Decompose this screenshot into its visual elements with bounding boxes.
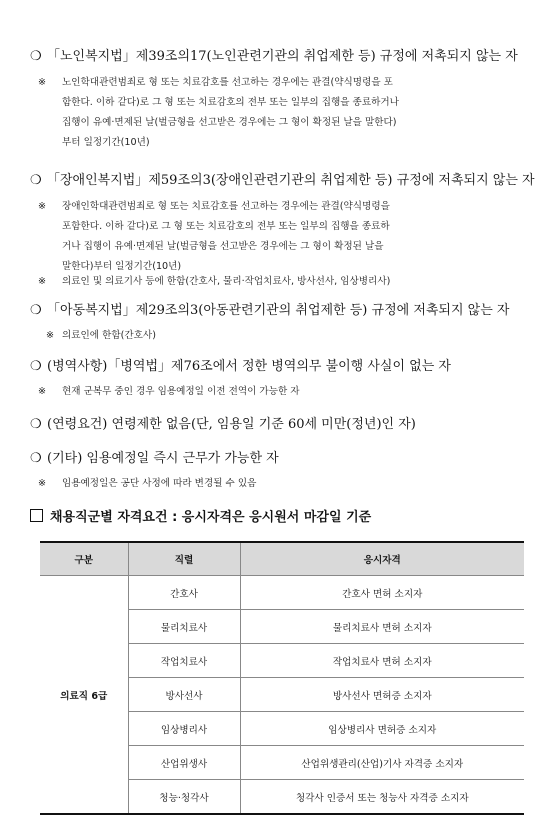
requirement-item-other xyxy=(30,448,537,470)
square-bullet-icon xyxy=(30,509,43,522)
requirement-item-child-welfare xyxy=(30,300,537,322)
note-elderly-abuse xyxy=(38,73,533,157)
requirement-text: (기타) 임용예정일 즉시 근무가 가능한 자 xyxy=(47,451,279,466)
note-line: 부터 일정기간(10년) xyxy=(62,137,150,148)
qualification-cell: 방사선사 면허증 소지자 xyxy=(240,678,524,712)
note-line: 현재 군복무 중인 경우 임용예정일 이전 전역이 가능한 자 xyxy=(62,386,300,397)
qualification-cell: 물리치료사 면허 소지자 xyxy=(240,610,524,644)
header-category: 구분 xyxy=(40,542,128,576)
group-cell: 의료직 6급 xyxy=(40,576,128,815)
section-heading xyxy=(30,506,371,525)
qualification-cell: 청각사 인증서 또는 청능사 자격증 소지자 xyxy=(240,780,524,815)
note-medical-staff xyxy=(38,272,533,294)
requirement-text: 「장애인복지법」제59조의3(장애인관련기관의 취업제한 등) 규정에 저촉되지 않는 자 xyxy=(47,173,535,188)
note-line: 의료인에 한함(간호사) xyxy=(62,330,156,341)
requirement-item-military xyxy=(30,356,537,378)
job-series-cell: 작업치료사 xyxy=(128,644,240,678)
requirement-text: 「아동복지법」제29조의3(아동관련기관의 취업제한 등) 규정에 저촉되지 않는 자 xyxy=(47,303,510,318)
requirement-item-age xyxy=(30,414,537,436)
note-line: 포함한다. 이하 같다)로 그 형 또는 치료감호의 전부 또는 일부의 집행을 종료하 xyxy=(62,221,390,232)
note-mark-icon: ※ xyxy=(46,330,55,341)
job-series-cell: 간호사 xyxy=(128,576,240,610)
table-header-row xyxy=(40,542,524,576)
note-mark-icon: ※ xyxy=(38,77,47,88)
qualification-cell: 작업치료사 면허 소지자 xyxy=(240,644,524,678)
job-series-cell: 임상병리사 xyxy=(128,712,240,746)
qualification-table xyxy=(40,541,524,815)
requirement-text: 「노인복지법」제39조의17(노인관련기관의 취업제한 등) 규정에 저촉되지 않는 자 xyxy=(47,49,518,64)
requirement-item-elderly-welfare xyxy=(30,46,537,68)
note-line: 말한다)부터 일정기간(10년) xyxy=(62,261,182,272)
note-line: 함한다. 이하 같다)로 그 형 또는 치료감호의 전부 또는 일부의 집행을 종료하거나 xyxy=(62,97,399,108)
job-series-cell: 방사선사 xyxy=(128,678,240,712)
circle-bullet-icon: ❍ xyxy=(30,451,42,466)
note-military-discharge xyxy=(38,382,533,404)
job-series-cell: 청능·청각사 xyxy=(128,780,240,815)
qualification-cell: 산업위생관리(산업)기사 자격증 소지자 xyxy=(240,746,524,780)
note-line: 노인학대관련범죄로 형 또는 치료감호를 선고하는 경우에는 관결(약식명령을 포 xyxy=(62,77,393,88)
note-mark-icon: ※ xyxy=(38,201,47,212)
header-job-series: 직렬 xyxy=(128,542,240,576)
qualification-cell: 임상병리사 면허증 소지자 xyxy=(240,712,524,746)
note-line: 장애인학대관련범죄로 형 또는 치료감호를 선고하는 경우에는 관결(약식명령을 xyxy=(62,201,390,212)
circle-bullet-icon: ❍ xyxy=(30,417,42,432)
requirement-text: (연령요건) 연령제한 없음(단, 임용일 기준 60세 미만(정년)인 자) xyxy=(47,417,416,432)
job-series-cell: 물리치료사 xyxy=(128,610,240,644)
note-mark-icon: ※ xyxy=(38,276,47,287)
qualification-cell: 간호사 면허 소지자 xyxy=(240,576,524,610)
note-line: 의료인 및 의료기사 등에 한함(간호사, 물리·작업치료사, 방사선사, 임상병리사) xyxy=(62,276,391,287)
circle-bullet-icon: ❍ xyxy=(30,359,42,374)
note-line: 거나 집행이 유예·면제된 날(벌금형을 선고받은 경우에는 그 형이 확정된 날을 xyxy=(62,241,384,252)
note-line: 집행이 유예·면제된 날(벌금형을 선고받은 경우에는 그 형이 확정된 날을 말한다) xyxy=(62,117,397,128)
note-mark-icon: ※ xyxy=(38,478,47,489)
job-series-cell: 산업위생사 xyxy=(128,746,240,780)
circle-bullet-icon: ❍ xyxy=(30,49,42,64)
note-disability-abuse xyxy=(38,197,533,281)
note-start-date xyxy=(38,474,533,496)
requirement-item-disability-welfare xyxy=(30,170,537,192)
circle-bullet-icon: ❍ xyxy=(30,173,42,188)
section-title: 채용직군별 자격요건 : 응시자격은 응시원서 마감일 기준 xyxy=(50,510,372,525)
circle-bullet-icon: ❍ xyxy=(30,303,42,318)
table-row xyxy=(40,576,524,610)
note-line: 임용예정일은 공단 사정에 따라 변경될 수 있음 xyxy=(62,478,257,489)
requirement-text: (병역사항)「병역법」제76조에서 정한 병역의무 불이행 사실이 없는 자 xyxy=(47,359,451,374)
header-qualification: 응시자격 xyxy=(240,542,524,576)
note-nurse-only xyxy=(46,326,533,348)
note-mark-icon: ※ xyxy=(38,386,47,397)
